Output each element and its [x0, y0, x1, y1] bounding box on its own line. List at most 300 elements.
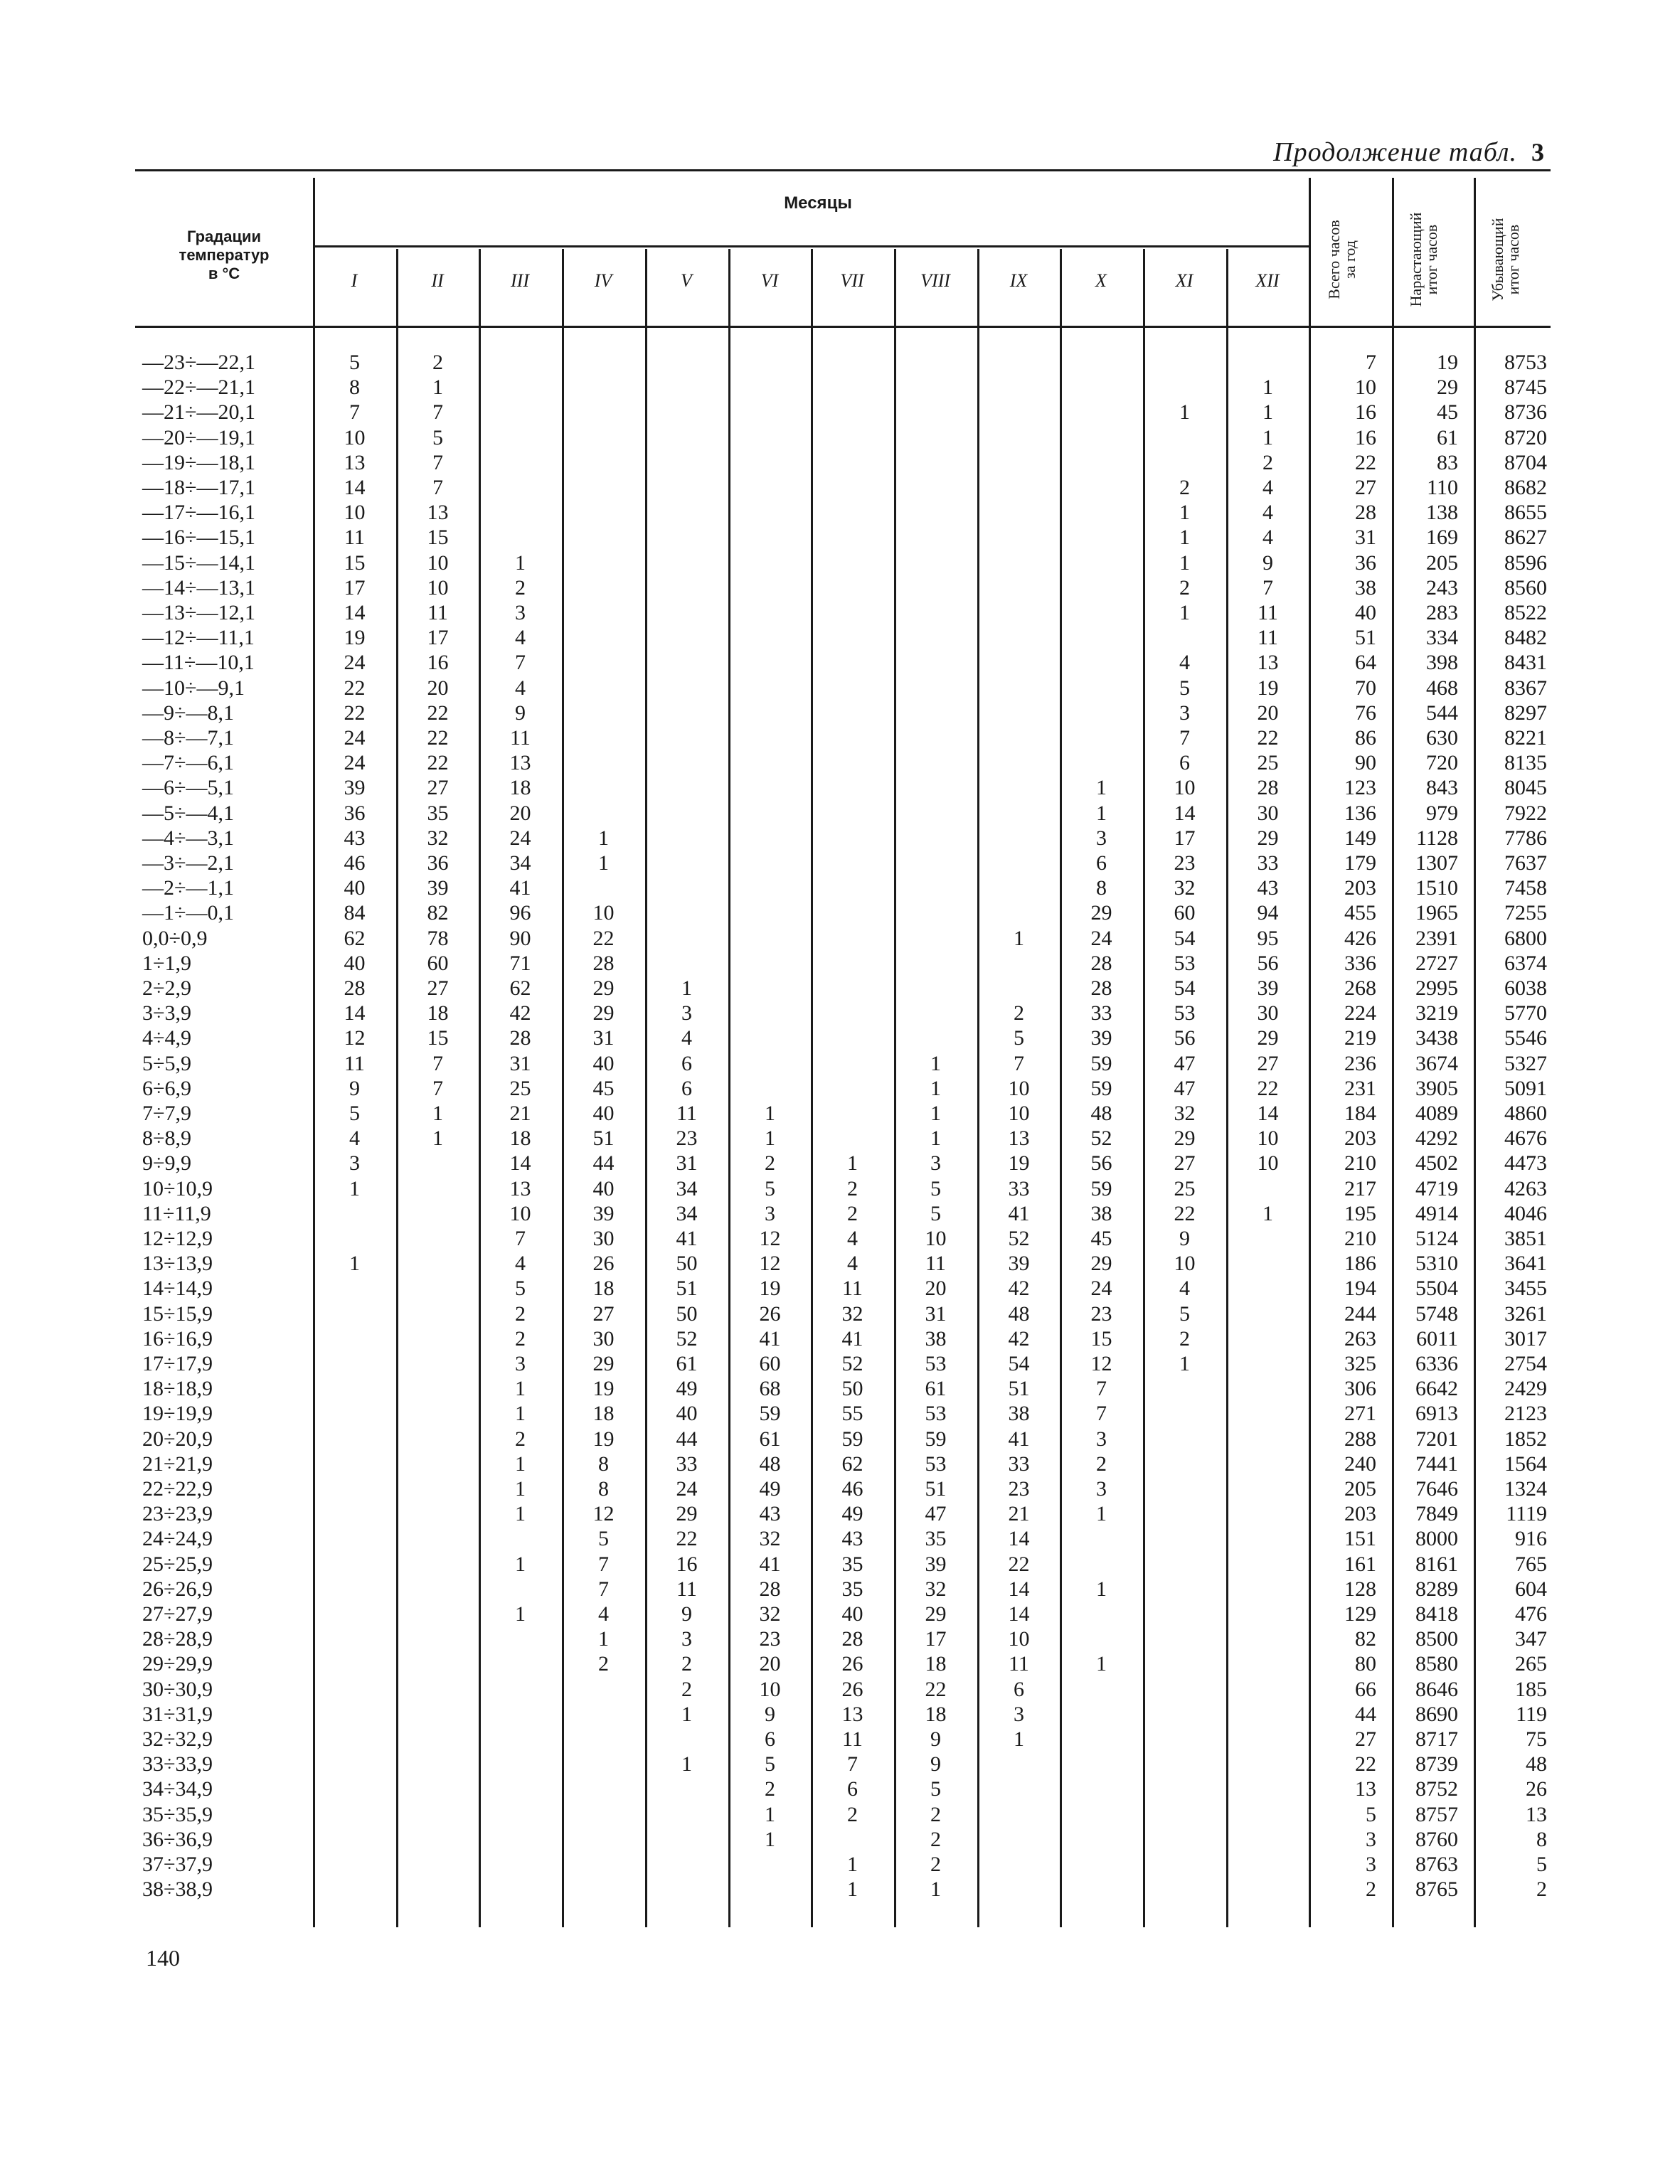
month-value-cell: 5	[1179, 676, 1190, 700]
month-value-cell: 7	[349, 400, 360, 424]
table-top-rule	[135, 169, 1551, 171]
total-hours-cell: 10	[1355, 375, 1376, 399]
month-value-cell: 1	[1262, 375, 1273, 399]
month-value-cell: 45	[592, 1077, 615, 1100]
month-value-cell: 40	[841, 1602, 863, 1626]
month-value-cell: 50	[676, 1302, 698, 1326]
month-value-cell: 33	[1008, 1452, 1030, 1476]
header-gradation-line2: температур	[179, 246, 270, 264]
month-value-cell: 22	[344, 701, 366, 725]
month-value-cell: 5	[930, 1777, 941, 1801]
month-value-cell: 1	[1014, 1727, 1024, 1751]
month-value-cell: 6	[1014, 1678, 1024, 1701]
month-value-cell: 62	[509, 976, 531, 1000]
month-value-cell: 1	[1096, 1577, 1107, 1601]
gradation-cell: —16÷—15,1	[142, 526, 255, 549]
header-descending-line2: итог часов	[1504, 224, 1522, 295]
month-value-cell: 24	[344, 751, 366, 774]
header-gradation	[135, 228, 313, 283]
month-value-cell: 10	[1008, 1102, 1030, 1125]
cumulative-hours-cell: 8752	[1415, 1777, 1458, 1801]
month-value-cell: 5	[765, 1177, 775, 1200]
month-value-cell: 28	[592, 952, 615, 975]
total-hours-cell: 70	[1355, 676, 1376, 700]
cumulative-hours-cell: 979	[1426, 801, 1458, 825]
month-value-cell: 1	[847, 1877, 858, 1901]
month-value-cell: 4	[1262, 476, 1273, 499]
month-value-cell: 50	[841, 1377, 863, 1400]
descending-hours-cell: 7255	[1504, 901, 1547, 925]
month-value-cell: 90	[509, 927, 531, 950]
gradation-cell: 32÷32,9	[142, 1727, 213, 1751]
month-value-cell: 1	[1014, 927, 1024, 950]
gradation-cell: —11÷—10,1	[142, 651, 255, 674]
month-value-cell: 1	[515, 1452, 526, 1476]
total-hours-cell: 129	[1344, 1602, 1376, 1626]
month-value-cell: 18	[925, 1652, 947, 1676]
month-value-cell: 41	[509, 876, 531, 900]
month-value-cell: 27	[427, 776, 449, 799]
gradation-cell: 1÷1,9	[142, 952, 191, 975]
cumulative-hours-cell: 6642	[1415, 1377, 1458, 1400]
descending-hours-cell: 916	[1515, 1527, 1547, 1550]
total-hours-cell: 7	[1366, 351, 1376, 374]
total-hours-cell: 325	[1344, 1352, 1376, 1375]
month-value-cell: 14	[344, 1001, 366, 1025]
gradation-cell: 18÷18,9	[142, 1377, 213, 1400]
month-value-cell: 32	[1174, 876, 1196, 900]
month-value-cell: 25	[1257, 751, 1279, 774]
descending-hours-cell: 8753	[1504, 351, 1547, 374]
month-value-cell: 11	[510, 726, 531, 750]
total-hours-cell: 38	[1355, 576, 1376, 600]
month-value-cell: 96	[509, 901, 531, 925]
month-value-cell: 51	[592, 1126, 615, 1150]
month-value-cell: 5	[349, 351, 360, 374]
month-value-cell: 12	[759, 1252, 781, 1275]
gradation-cell: 31÷31,9	[142, 1703, 213, 1726]
gradation-cell: 5÷5,9	[142, 1052, 191, 1075]
total-hours-cell: 27	[1355, 476, 1376, 499]
descending-hours-cell: 8367	[1504, 676, 1547, 700]
month-value-cell: 2	[515, 1327, 526, 1351]
month-header: I	[351, 270, 358, 291]
month-value-cell: 7	[1262, 576, 1273, 600]
cumulative-hours-cell: 5504	[1415, 1277, 1458, 1300]
gradation-cell: 27÷27,9	[142, 1602, 213, 1626]
month-value-cell: 9	[1179, 1227, 1190, 1250]
total-hours-cell: 271	[1344, 1402, 1376, 1425]
month-value-cell: 36	[427, 851, 449, 875]
month-value-cell: 4	[1179, 1277, 1190, 1300]
month-value-cell: 15	[344, 551, 366, 575]
month-value-cell: 43	[344, 826, 366, 850]
month-value-cell: 17	[427, 626, 449, 649]
month-value-cell: 11	[925, 1252, 946, 1275]
month-value-cell: 43	[841, 1527, 863, 1550]
month-value-cell: 32	[759, 1602, 781, 1626]
month-value-cell: 59	[925, 1427, 947, 1451]
gradation-cell: 14÷14,9	[142, 1277, 213, 1300]
month-value-cell: 1	[1096, 1652, 1107, 1676]
month-value-cell: 84	[344, 901, 366, 925]
cumulative-hours-cell: 8289	[1415, 1577, 1458, 1601]
month-value-cell: 10	[509, 1202, 531, 1225]
descending-hours-cell: 8720	[1504, 426, 1547, 449]
month-value-cell: 9	[515, 701, 526, 725]
month-value-cell: 40	[592, 1052, 615, 1075]
month-value-cell: 4	[1179, 651, 1190, 674]
month-value-cell: 12	[592, 1502, 615, 1525]
month-value-cell: 14	[509, 1151, 531, 1175]
gradation-cell: —19÷—18,1	[142, 451, 255, 474]
gradation-cell: 36÷36,9	[142, 1828, 213, 1851]
gradation-cell: 4÷4,9	[142, 1026, 191, 1050]
total-hours-cell: 13	[1355, 1777, 1376, 1801]
month-value-cell: 6	[681, 1052, 692, 1075]
month-value-cell: 7	[1179, 726, 1190, 750]
month-value-cell: 12	[344, 1026, 366, 1050]
month-value-cell: 71	[509, 952, 531, 975]
month-value-cell: 24	[676, 1477, 698, 1501]
header-cumulative-line2: итог часов	[1423, 224, 1440, 295]
month-value-cell: 38	[1090, 1202, 1112, 1225]
total-hours-cell: 82	[1355, 1627, 1376, 1651]
month-value-cell: 22	[1257, 1077, 1279, 1100]
cumulative-hours-cell: 8690	[1415, 1703, 1458, 1726]
month-value-cell: 42	[1008, 1277, 1030, 1300]
month-value-cell: 36	[344, 801, 366, 825]
descending-hours-cell: 1852	[1504, 1427, 1547, 1451]
gradation-cell: —1÷—0,1	[142, 901, 234, 925]
month-value-cell: 26	[592, 1252, 615, 1275]
month-value-cell: 1	[432, 1126, 443, 1150]
month-value-cell: 10	[1257, 1151, 1279, 1175]
month-value-cell: 10	[1257, 1126, 1279, 1150]
month-value-cell: 2	[515, 1302, 526, 1326]
header-cumulative-line1: Нарастающий	[1407, 212, 1425, 307]
gradation-cell: 9÷9,9	[142, 1151, 191, 1175]
month-value-cell: 60	[427, 952, 449, 975]
month-value-cell: 1	[515, 1402, 526, 1425]
month-value-cell: 7	[847, 1752, 858, 1776]
month-value-cell: 9	[681, 1602, 692, 1626]
total-hours-cell: 86	[1355, 726, 1376, 750]
cumulative-hours-cell: 7849	[1415, 1502, 1458, 1525]
month-value-cell: 13	[509, 1177, 531, 1200]
cumulative-hours-cell: 630	[1426, 726, 1458, 750]
month-value-cell: 5	[1179, 1302, 1190, 1326]
month-value-cell: 24	[1090, 927, 1112, 950]
descending-hours-cell: 7458	[1504, 876, 1547, 900]
total-hours-cell: 149	[1344, 826, 1376, 850]
total-hours-cell: 203	[1344, 1502, 1376, 1525]
page-number: 140	[146, 1945, 180, 1971]
month-value-cell: 18	[925, 1703, 947, 1726]
month-value-cell: 11	[1258, 601, 1278, 624]
cumulative-hours-cell: 4914	[1415, 1202, 1458, 1225]
month-value-cell: 1	[515, 1552, 526, 1576]
descending-hours-cell: 8	[1536, 1828, 1547, 1851]
month-value-cell: 56	[1257, 952, 1279, 975]
cumulative-hours-cell: 2727	[1415, 952, 1458, 975]
month-value-cell: 26	[759, 1302, 781, 1326]
total-hours-cell: 426	[1344, 927, 1376, 950]
month-value-cell: 39	[1008, 1252, 1030, 1275]
cumulative-hours-cell: 4292	[1415, 1126, 1458, 1150]
descending-hours-cell: 13	[1526, 1803, 1547, 1826]
month-value-cell: 5	[598, 1527, 609, 1550]
month-value-cell: 53	[925, 1402, 947, 1425]
month-value-cell: 1	[930, 1877, 941, 1901]
month-value-cell: 7	[432, 476, 443, 499]
month-value-cell: 53	[1174, 952, 1196, 975]
month-value-cell: 1	[1262, 1202, 1273, 1225]
month-value-cell: 2	[765, 1777, 775, 1801]
gradation-cell: 37÷37,9	[142, 1853, 213, 1876]
month-value-cell: 1	[1179, 1352, 1190, 1375]
descending-hours-cell: 8045	[1504, 776, 1547, 799]
gradation-cell: 2÷2,9	[142, 976, 191, 1000]
month-value-cell: 2	[515, 1427, 526, 1451]
month-value-cell: 18	[592, 1402, 615, 1425]
month-value-cell: 7	[432, 1077, 443, 1100]
gradation-cell: 35÷35,9	[142, 1803, 213, 1826]
month-value-cell: 40	[344, 876, 366, 900]
month-value-cell: 28	[1257, 776, 1279, 799]
month-value-cell: 7	[432, 451, 443, 474]
month-value-cell: 32	[759, 1527, 781, 1550]
gradation-cell: 24÷24,9	[142, 1527, 213, 1550]
total-hours-cell: 3	[1366, 1853, 1376, 1876]
month-value-cell: 1	[930, 1126, 941, 1150]
month-value-cell: 5	[1014, 1026, 1024, 1050]
month-value-cell: 59	[759, 1402, 781, 1425]
month-value-cell: 35	[925, 1527, 947, 1550]
descending-hours-cell: 8745	[1504, 375, 1547, 399]
descending-hours-cell: 2754	[1504, 1352, 1547, 1375]
total-hours-cell: 27	[1355, 1727, 1376, 1751]
gradation-cell: —6÷—5,1	[142, 776, 234, 799]
month-value-cell: 11	[1009, 1652, 1029, 1676]
month-header: XI	[1175, 270, 1193, 291]
month-value-cell: 1	[930, 1077, 941, 1100]
total-hours-cell: 90	[1355, 751, 1376, 774]
month-value-cell: 34	[676, 1177, 698, 1200]
total-hours-cell: 161	[1344, 1552, 1376, 1576]
gradation-cell: 19÷19,9	[142, 1402, 213, 1425]
header-cumulative-hours	[1407, 188, 1440, 331]
total-hours-cell: 22	[1355, 1752, 1376, 1776]
cumulative-hours-cell: 7441	[1415, 1452, 1458, 1476]
descending-hours-cell: 5546	[1504, 1026, 1547, 1050]
descending-hours-cell: 8560	[1504, 576, 1547, 600]
descending-hours-cell: 2429	[1504, 1377, 1547, 1400]
month-value-cell: 10	[427, 551, 449, 575]
month-value-cell: 32	[1174, 1102, 1196, 1125]
month-value-cell: 10	[344, 426, 366, 449]
descending-hours-cell: 3017	[1504, 1327, 1547, 1351]
month-value-cell: 20	[509, 801, 531, 825]
total-hours-cell: 194	[1344, 1277, 1376, 1300]
month-value-cell: 32	[427, 826, 449, 850]
month-value-cell: 1	[1179, 400, 1190, 424]
month-value-cell: 22	[1174, 1202, 1196, 1225]
month-value-cell: 12	[759, 1227, 781, 1250]
gradation-cell: 34÷34,9	[142, 1777, 213, 1801]
month-value-cell: 28	[344, 976, 366, 1000]
month-value-cell: 17	[1174, 826, 1196, 850]
descending-hours-cell: 3851	[1504, 1227, 1547, 1250]
month-value-cell: 1	[765, 1828, 775, 1851]
caption-number: 3	[1531, 138, 1545, 166]
descending-hours-cell: 3641	[1504, 1252, 1547, 1275]
cumulative-hours-cell: 8580	[1415, 1652, 1458, 1676]
descending-hours-cell: 8297	[1504, 701, 1547, 725]
month-value-cell: 94	[1257, 901, 1279, 925]
total-hours-cell: 288	[1344, 1427, 1376, 1451]
descending-hours-cell: 1564	[1504, 1452, 1547, 1476]
total-hours-cell: 76	[1355, 701, 1376, 725]
month-value-cell: 4	[847, 1227, 858, 1250]
gradation-cell: —23÷—22,1	[142, 351, 255, 374]
gradation-cell: —3÷—2,1	[142, 851, 234, 875]
descending-hours-cell: 3261	[1504, 1302, 1547, 1326]
month-value-cell: 10	[925, 1227, 947, 1250]
month-value-cell: 29	[925, 1602, 947, 1626]
gradation-cell: 38÷38,9	[142, 1877, 213, 1901]
month-value-cell: 24	[344, 726, 366, 750]
month-value-cell: 1	[1096, 801, 1107, 825]
month-value-cell: 15	[427, 1026, 449, 1050]
total-hours-cell: 306	[1344, 1377, 1376, 1400]
total-hours-cell: 210	[1344, 1151, 1376, 1175]
month-value-cell: 5	[765, 1752, 775, 1776]
header-total-line1: Всего часов	[1325, 220, 1343, 299]
descending-hours-cell: 6800	[1504, 927, 1547, 950]
total-hours-cell: 123	[1344, 776, 1376, 799]
cumulative-hours-cell: 5310	[1415, 1252, 1458, 1275]
month-value-cell: 18	[592, 1277, 615, 1300]
month-value-cell: 29	[592, 1352, 615, 1375]
gradation-cell: 7÷7,9	[142, 1102, 191, 1125]
month-value-cell: 2	[1179, 1327, 1190, 1351]
cumulative-hours-cell: 4089	[1415, 1102, 1458, 1125]
gradation-cell: —10÷—9,1	[142, 676, 245, 700]
month-value-cell: 34	[509, 851, 531, 875]
month-value-cell: 34	[676, 1202, 698, 1225]
month-header: VI	[760, 270, 779, 291]
month-value-cell: 82	[427, 901, 449, 925]
total-hours-cell: 210	[1344, 1227, 1376, 1250]
cumulative-hours-cell: 3674	[1415, 1052, 1458, 1075]
gradation-cell: 17÷17,9	[142, 1352, 213, 1375]
gradation-cell: 23÷23,9	[142, 1502, 213, 1525]
month-value-cell: 2	[432, 351, 443, 374]
gradation-cell: —17÷—16,1	[142, 501, 255, 524]
month-value-cell: 46	[344, 851, 366, 875]
month-header: III	[511, 270, 529, 291]
month-value-cell: 3	[1014, 1703, 1024, 1726]
total-hours-cell: 136	[1344, 801, 1376, 825]
month-value-cell: 95	[1257, 927, 1279, 950]
cumulative-hours-cell: 8760	[1415, 1828, 1458, 1851]
month-value-cell: 11	[1258, 626, 1278, 649]
month-value-cell: 8	[349, 375, 360, 399]
month-value-cell: 2	[515, 576, 526, 600]
descending-hours-cell: 185	[1515, 1678, 1547, 1701]
month-value-cell: 1	[681, 976, 692, 1000]
month-header: XII	[1255, 270, 1280, 291]
month-value-cell: 11	[842, 1277, 863, 1300]
month-value-cell: 30	[592, 1327, 615, 1351]
month-value-cell: 8	[1096, 876, 1107, 900]
descending-hours-cell: 476	[1515, 1602, 1547, 1626]
month-value-cell: 56	[1174, 1026, 1196, 1050]
cumulative-hours-cell: 4502	[1415, 1151, 1458, 1175]
gradation-cell: —13÷—12,1	[142, 601, 255, 624]
month-value-cell: 24	[1090, 1277, 1112, 1300]
month-value-cell: 2	[1262, 451, 1273, 474]
gradation-cell: 11÷11,9	[142, 1202, 211, 1225]
cumulative-hours-cell: 1965	[1415, 901, 1458, 925]
month-value-cell: 59	[1090, 1177, 1112, 1200]
month-value-cell: 41	[759, 1552, 781, 1576]
month-value-cell: 40	[344, 952, 366, 975]
month-value-cell: 39	[1090, 1026, 1112, 1050]
month-value-cell: 1	[930, 1052, 941, 1075]
gradation-cell: 22÷22,9	[142, 1477, 213, 1501]
month-value-cell: 14	[344, 476, 366, 499]
month-value-cell: 48	[1008, 1302, 1030, 1326]
total-hours-cell: 51	[1355, 626, 1376, 649]
total-hours-cell: 236	[1344, 1052, 1376, 1075]
month-value-cell: 3	[515, 1352, 526, 1375]
month-header: IX	[1009, 270, 1028, 291]
month-value-cell: 27	[1174, 1151, 1196, 1175]
month-value-cell: 4	[515, 676, 526, 700]
month-value-cell: 5	[930, 1177, 941, 1200]
total-hours-cell: 240	[1344, 1452, 1376, 1476]
month-value-cell: 21	[1008, 1502, 1030, 1525]
cumulative-hours-cell: 3438	[1415, 1026, 1458, 1050]
month-value-cell: 10	[427, 576, 449, 600]
month-value-cell: 2	[847, 1202, 858, 1225]
month-value-cell: 19	[344, 626, 366, 649]
month-value-cell: 59	[1090, 1077, 1112, 1100]
cumulative-hours-cell: 843	[1426, 776, 1458, 799]
month-value-cell: 12	[1090, 1352, 1112, 1375]
month-value-cell: 3	[1096, 826, 1107, 850]
gradation-cell: 29÷29,9	[142, 1652, 213, 1676]
month-value-cell: 11	[676, 1577, 697, 1601]
month-value-cell: 47	[1174, 1077, 1196, 1100]
month-value-cell: 1	[1096, 1502, 1107, 1525]
month-value-cell: 3	[930, 1151, 941, 1175]
month-value-cell: 40	[592, 1102, 615, 1125]
month-value-cell: 1	[515, 1502, 526, 1525]
month-value-cell: 5	[349, 1102, 360, 1125]
gradation-cell: 21÷21,9	[142, 1452, 213, 1476]
month-value-cell: 21	[509, 1102, 531, 1125]
month-value-cell: 1	[847, 1151, 858, 1175]
month-value-cell: 13	[509, 751, 531, 774]
month-value-cell: 23	[759, 1627, 781, 1651]
month-value-cell: 4	[847, 1252, 858, 1275]
month-value-cell: 24	[509, 826, 531, 850]
month-value-cell: 47	[925, 1502, 947, 1525]
gradation-cell: —21÷—20,1	[142, 400, 255, 424]
